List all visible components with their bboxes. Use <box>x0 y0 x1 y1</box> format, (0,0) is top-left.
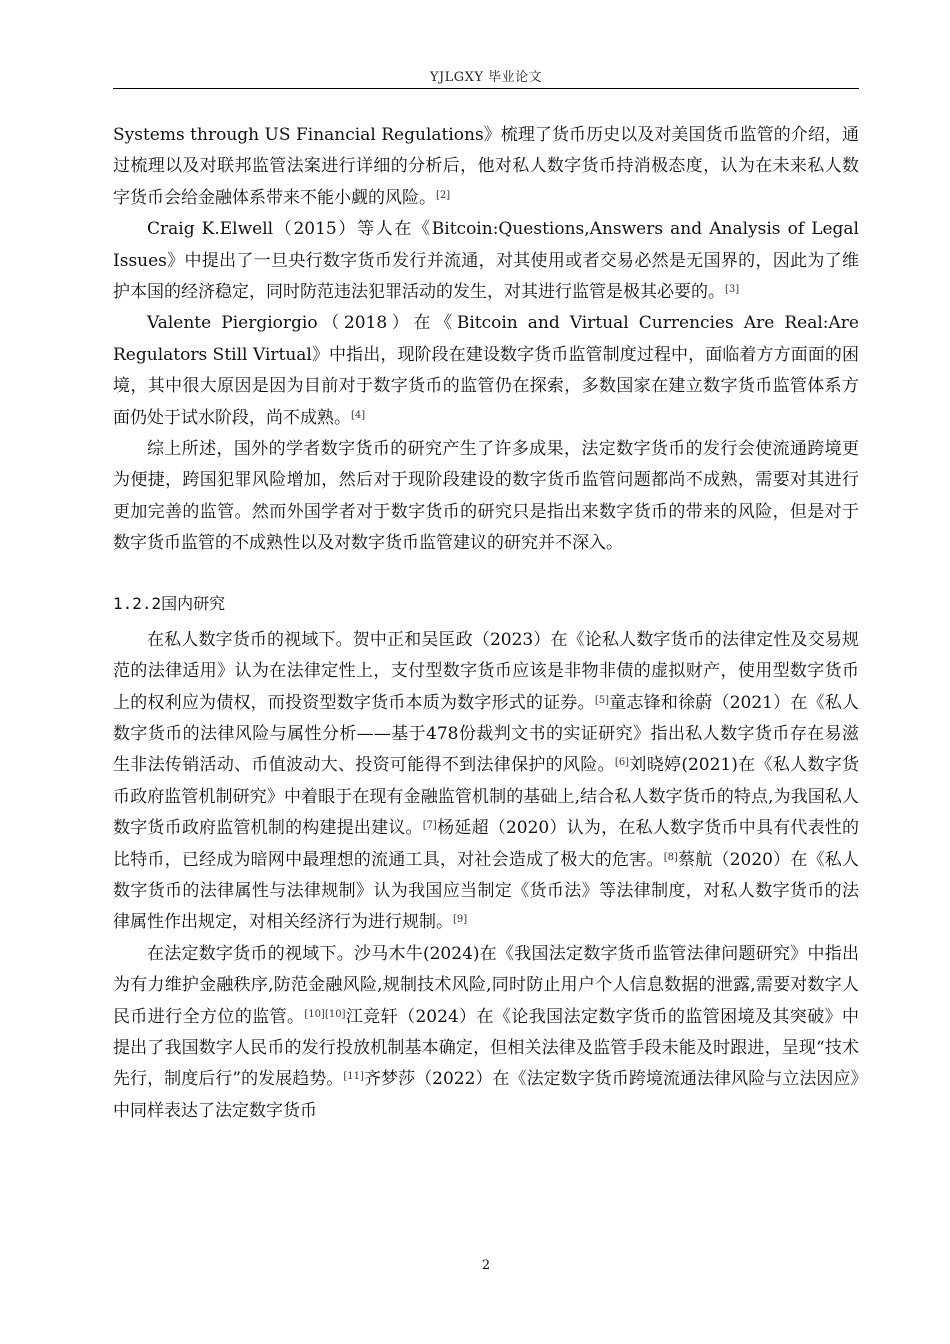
paragraph-text: 齐梦莎（2022）在《法定数字货币跨境流通法律风险与立法因应》中同样表达了法定数字货币 <box>113 1069 859 1121</box>
paragraph-text: 童志锋和徐蔚（2021）在《私人数字货币的法律风险与属性分析——基于478份裁判文书的实证研究》指出私人数字货币存在易滋生非法传销活动、币值波动大、投资可能得不到法律保护的风险。 <box>113 692 860 776</box>
citation-marker[interactable]: [10][10] <box>304 1008 346 1020</box>
citation-marker[interactable]: [8] <box>663 851 678 863</box>
paragraph-text: 刘晓婷(2021)在《私人数字货币政府监管机制研究》中着眼于在现有金融监管机制的基础上,结合私人数字货币的特点,为我国私人数字货币政府监管机制的构建提出建议。 <box>113 755 860 839</box>
paragraph-text: Craig K.Elwell（2015）等人在《Bitcoin:Questions,Answers and Analysis of Legal Issues》中提出了一旦央行数字货币发行并流通，对其使用或者交易必然是无国界的，因此为了维护本国的经济稳定，同时防范违法犯罪活动的发生，对其进行监管是极其必要的。 <box>113 219 859 303</box>
citation-marker[interactable]: [3] <box>725 284 740 296</box>
body-paragraph <box>113 120 859 214</box>
body-paragraph <box>113 308 859 434</box>
citation-marker[interactable]: [7] <box>422 820 437 832</box>
citation-marker[interactable]: [11] <box>343 1071 364 1083</box>
paragraph-text: Systems through US Financial Regulations》梳理了货币历史以及对美国货币监管的介绍，通过梳理以及对联邦监管法案进行详细的分析后，他对私人数字货币持消极态度，认为在未来私人数字货币会给金融体系带来不能小觑的风险。 <box>113 125 859 208</box>
citation-marker[interactable]: [9] <box>453 914 468 926</box>
paragraph-text: 在法定数字货币的视域下。沙马木牛(2024)在《我国法定数字货币监管法律问题研究》中指出为有力维护金融秩序,防范金融风险,规制技术风险,同时防止用户个人信息数据的泄露,需要对数字人民币进行全方位的监管。 <box>113 943 859 1027</box>
header-rule <box>113 88 859 89</box>
citation-marker[interactable]: [6] <box>614 757 630 769</box>
section-title: 国内研究 <box>161 593 226 613</box>
foreign-research-paragraphs <box>113 120 859 560</box>
paragraph-text: 综上所述，国外的学者数字货币的研究产生了许多成果，法定数字货币的发行会使流通跨境更为便捷，跨国犯罪风险增加，然后对于现阶段建设的数字货币监管问题都尚不成熟，需要对其进行更加完善的监管。然而外国学者对于数字货币的研究只是指出来数字货币的带来的风险，但是对于数字货币监管的不成熟性以及对数字货币监管建议的研究并不深入。 <box>113 439 859 554</box>
paragraph-text: 杨延超（2020）认为，在私人数字货币中具有代表性的比特币，已经成为暗网中最理想的流通工具，对社会造成了极大的危害。 <box>113 818 860 870</box>
section-heading <box>113 588 859 619</box>
page-body <box>113 120 859 1127</box>
body-paragraph <box>113 625 859 939</box>
page-number: 2 <box>481 1258 491 1273</box>
domestic-research-paragraphs <box>113 625 859 1128</box>
body-paragraph <box>113 939 859 1127</box>
paragraph-text: 江竞轩（2024）在《论我国法定数字货币的监管困境及其突破》中提出了我国数字人民币的发行投放机制基本确定，但相关法律及监管手段未能及时跟进，呈现“技术先行，制度后行”的发展趋势。 <box>113 1006 859 1090</box>
page-header: YJLGXY 毕业论文 <box>429 70 543 85</box>
citation-marker[interactable]: [4] <box>351 409 366 421</box>
citation-marker[interactable]: [5] <box>594 694 610 706</box>
section-number: 1.2.2 <box>113 593 162 613</box>
citation-marker[interactable]: [2] <box>436 189 451 201</box>
body-paragraph <box>113 214 859 308</box>
paragraph-text: 在私人数字货币的视域下。贺中正和吴匡政（2023）在《论私人数字货币的法律定性及交易规范的法律适用》认为在法律定性上，支付型数字货币应该是非物非债的虚拟财产，使用型数字货币上的权利应为债权，而投资型数字货币本质为数字形式的证券。 <box>113 629 859 713</box>
paragraph-text: 蔡航（2020）在《私人数字货币的法律属性与法律规制》认为我国应当制定《货币法》等法律制度，对私人数字货币的法律属性作出规定，对相关经济行为进行规制。 <box>113 849 860 933</box>
body-paragraph <box>113 434 859 560</box>
paragraph-text: Valente Piergiorgio（2018）在《Bitcoin and Virtual Currencies Are Real:Are Regulators Still Virtual》中指出，现阶段在建设数字货币监管制度过程中，面临着方方面面的困境，其中很大原因是因为目前对于数字货币的监管仍在探索，多数国家在建立数字货币监管体系方面仍处于试水阶段，尚不成熟。 <box>113 313 859 428</box>
